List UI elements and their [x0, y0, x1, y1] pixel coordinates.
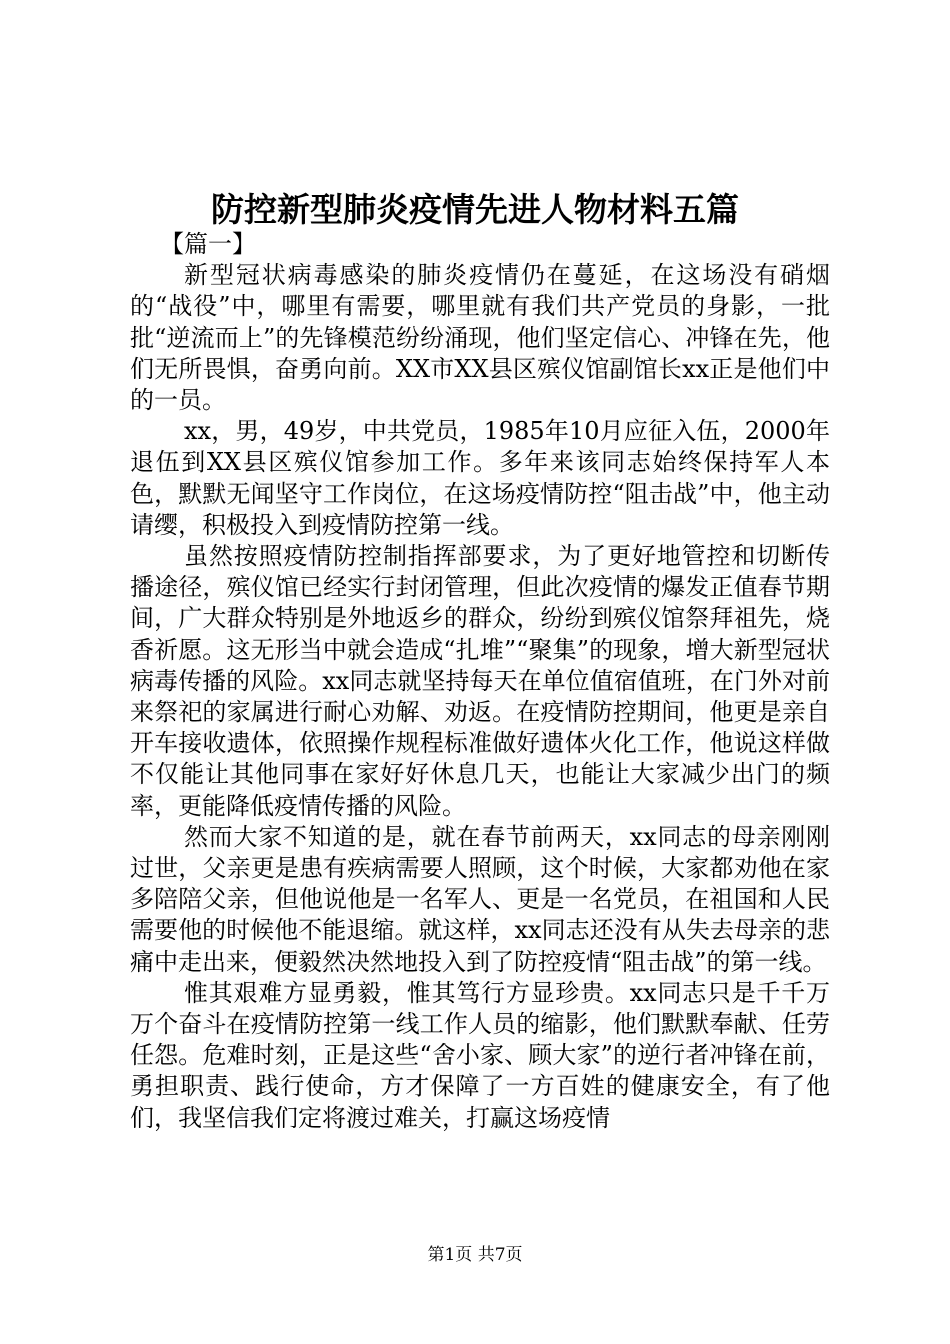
- paragraph-3: 虽然按照疫情防控制指挥部要求，为了更好地管控和切断传播途径，殡仪馆已经实行封闭管理，但此次疫情的爆发正值春节期间，广大群众特别是外地返乡的群众，纷纷到殡仪馆祭拜祖先，烧香祈愿。这无形当中就会造成“扎堆”“聚集”的现象，增大新型冠状病毒传播的风险。xx同志就坚持每天在单位值宿值班，在门外对前来祭祀的家属进行耐心劝解、劝返。在疫情防控期间，他更是亲自开车接收遗体，依照操作规程标准做好遗体火化工作，他说这样做不仅能让其他同事在家好好休息几天，也能让大家减少出门的频率，更能降低疫情传播的风险。: [130, 542, 830, 820]
- paragraph-5: 惟其艰难方显勇毅，惟其笃行方显珍贵。xx同志只是千千万万个奋斗在疫情防控第一线工作人员的缩影，他们默默奉献、任劳任怨。危难时刻，正是这些“舍小家、顾大家”的逆行者冲锋在前，勇担职责、践行使命，方才保障了一方百姓的健康安全，有了他们，我坚信我们定将渡过难关，打赢这场疫情: [130, 978, 830, 1132]
- paragraph-4: 然而大家不知道的是，就在春节前两天，xx同志的母亲刚刚过世，父亲更是患有疾病需要人照顾，这个时候，大家都劝他在家多陪陪父亲，但他说他是一名军人、更是一名党员，在祖国和人民需要他的时候他不能退缩。就这样，xx同志还没有从失去母亲的悲痛中走出来，便毅然决然地投入到了防控疫情“阻击战”的第一线。: [130, 822, 830, 976]
- paragraph-1: 新型冠状病毒感染的肺炎疫情仍在蔓延，在这场没有硝烟的“战役”中，哪里有需要，哪里就有我们共产党员的身影，一批批“逆流而上”的先锋模范纷纷涌现，他们坚定信心、冲锋在先，他们无所畏惧，奋勇向前。XX市XX县区殡仪馆副馆长xx正是他们中的一员。: [130, 261, 830, 415]
- document-title: 防控新型肺炎疫情先进人物材料五篇: [211, 190, 739, 229]
- paragraph-2: xx，男，49岁，中共党员，1985年10月应征入伍，2000年退伍到XX县区殡仪馆参加工作。多年来该同志始终保持军人本色，默默无闻坚守工作岗位，在这场疫情防控“阻击战”中，他主动请缨，积极投入到疫情防控第一线。: [130, 417, 830, 539]
- page-footer: 第1页 共7页: [427, 1245, 523, 1265]
- section-label: 【篇一】: [160, 230, 256, 258]
- document-body: [130, 229, 830, 1134]
